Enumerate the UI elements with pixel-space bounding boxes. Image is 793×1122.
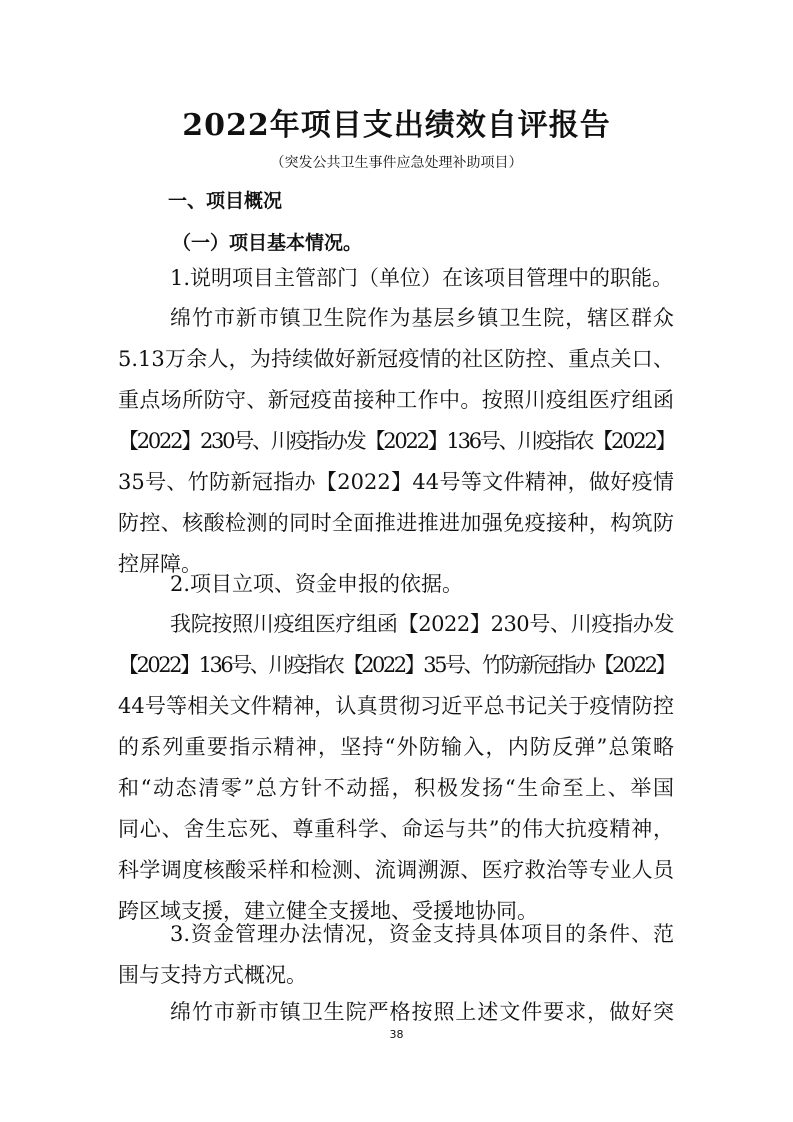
paragraph-body-3 (118, 992, 674, 1033)
text-line: 【2022】230号、川疫指办发【2022】136号、川疫指农【2022】 (118, 429, 674, 453)
report-title: 2022年项目支出绩效自评报告 (182, 108, 611, 143)
paragraph-body-2 (118, 604, 674, 932)
text-line: 绵竹市新市镇卫生院严格按照上述文件要求，做好突 (170, 1000, 674, 1024)
text-line: 防控、核酸检测的同时全面推进推进加强免疫接种，构筑防 (118, 511, 674, 535)
text-line: 跨区域支援，建立健全支援地、受援地协同。 (118, 899, 538, 923)
text-line: 围与支持方式概况。 (118, 963, 307, 987)
text-line: 绵竹市新市镇卫生院作为基层乡镇卫生院，辖区群众 (170, 306, 674, 330)
report-subtitle: （突发公共卫生事件应急处理补助项目） (270, 155, 523, 171)
text-line: 44号等相关文件精神，认真贯彻习近平总书记关于疫情防控 (118, 694, 674, 718)
text-line: 控屏障。 (118, 552, 202, 576)
text-line: 35号、竹防新冠指办【2022】44号等文件精神，做好疫情 (118, 470, 674, 494)
text-line: 3.资金管理办法情况，资金支持具体项目的条件、范 (170, 922, 674, 946)
text-line: 我院按照川疫组医疗组函【2022】230号、川疫指办发 (170, 612, 674, 636)
text-line: 【2022】136号、川疫指农【2022】35号、竹防新冠指办【2022】 (118, 653, 674, 677)
text-line: 1.说明项目主管部门（单位）在该项目管理中的职能。 (170, 266, 674, 290)
text-line: 5.13万余人，为持续做好新冠疫情的社区防控、重点关口、 (118, 347, 674, 371)
text-line: 2.项目立项、资金申报的依据。 (170, 572, 464, 596)
text-line: 科学调度核酸采样和检测、流调溯源、医疗救治等专业人员 (118, 858, 674, 882)
text-line: 重点场所防守、新冠疫苗接种工作中。按照川疫组医疗组函 (118, 388, 674, 412)
text-line: 同心、舍生忘死、尊重科学、命运与共”的伟大抗疫精神， (118, 817, 674, 841)
paragraph-item-3-heading (118, 914, 674, 996)
subsection-heading: （一）项目基本情况。 (172, 232, 363, 254)
section-heading: 一、项目概况 (168, 190, 283, 212)
paragraph-body-1 (118, 298, 674, 585)
page-number: 38 (389, 1028, 404, 1041)
text-line: 的系列重要指示精神，坚持“外防输入，内防反弹”总策略 (118, 735, 674, 759)
text-line: 和“动态清零”总方针不动摇，积极发扬“生命至上、举国 (118, 776, 674, 800)
paragraph-item-2-heading (170, 564, 674, 605)
paragraph-item-1-heading (170, 258, 674, 299)
